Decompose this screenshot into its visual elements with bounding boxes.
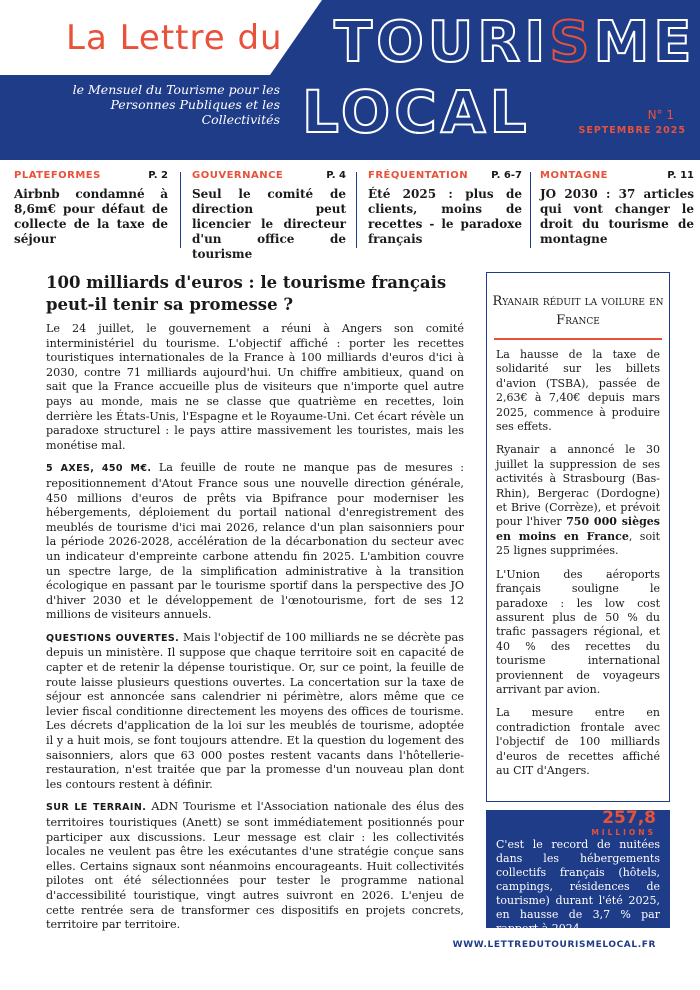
sidebar-body [496,348,660,787]
teaser-page: P. 4 [326,170,346,181]
paragraph-lead: 5 AXES, 450 M€. [46,463,152,475]
teaser-category: MONTAGNE [540,170,609,181]
article-title: 100 milliards d'euros : le tourisme français peut-il tenir sa promesse ? [46,273,447,314]
tagline: le Mensuel du Tourisme pour les Personnes Publiques et les Collectivités [72,82,280,127]
teaser-title: Airbnb condamné à 8,6m€ pour défaut de collecte de la taxe de séjour [14,187,168,246]
teaser-page: P. 6-7 [491,170,522,181]
sidebar-paragraph: La mesure entre en contradiction frontale avec l'objectif de 100 milliards d'euros de recettes affiché au CIT d'Angers. [496,706,660,777]
teaser-title: Seul le comité de direction peut licencier le directeur d'un office de tourisme [192,187,346,261]
article-paragraph: 5 AXES, 450 M€. La feuille de route ne manque pas de mesures : repositionnement d'Atout France sous une nouvelle direction générale, 450 millions d'euros de prêts via Bpifrance pour moderniser les hébergements, déploiement du portail national d'enregistrement des meublés de tourisme d'ici mai 2026, relance d'un plan saisonniers pour la période 2026-2028, accélération de la décarbonation du secteur avec un indicateur d'empreinte carbone attendu fin 2025. L'ambition couvre un spectre large, de la simplification administrative à la transition écologique en passant par le tourisme sportif dans la perspective des JO d'hiver 2030 et le développement de l'œnotourisme, fort de ses 12 millions de visiteurs annuels. [46,461,464,622]
teaser-category: FRÉQUENTATION [368,170,469,181]
teaser-category: PLATEFORMES [14,170,101,181]
brand-small-title: La Lettre du [66,18,283,58]
teaser-divider [530,172,531,248]
teaser-title: Été 2025 : plus de clients, moins de recettes - le paradoxe français [368,187,522,246]
sidebar-rule [494,338,662,340]
sidebar-paragraph: L'Union des aéroports français souligne le paradoxe : les low cost assurent plus de 50 % du trafic passagers régional, et 40 % des recettes du tourisme international proviennent de voyageurs arrivant par avion. [496,567,660,696]
sidebar-paragraph: Ryanair a annoncé le 30 juillet la suppression de ses activités à Strasbourg (Bas-Rhin), Bergerac (Dordogne) et Brive (Corrèze), et prévoit pour l'hiver 750 000 sièges en moins en France, soit 25 lignes supprimées. [496,443,661,558]
article-paragraph: SUR LE TERRAIN. ADN Tourisme et l'Association nationale des élus des territoires touristiques (Anett) se sont immédiatement positionnés pour participer aux discussions. Leur message est clair : les collectivités locales ne veulent pas être les exécutantes d'une stratégie conçue sans elles. Certains signaux sont néanmoins encourageants. Huit collectivités pilotes ont été sélectionnées pour tester le programme national d'accessibilité touristique, vingt autres suivront en 2026. L'enjeu de cette rentrée sera de transformer ces dispositifs en projets concrets, territoire par territoire. [46,800,465,932]
paragraph-lead: SUR LE TERRAIN. [46,802,147,814]
issue-number: N° 1 [647,108,674,122]
brand-big-title-line2: LOCAL [302,78,531,146]
masthead [0,0,700,160]
teaser-strip [14,170,694,261]
issue-date: SEPTEMBRE 2025 [578,125,686,136]
brand-big-title-line1: TOURISME [334,10,696,75]
article-paragraph: Le 24 juillet, le gouvernement a réuni à Angers son comité interministériel du tourisme. L'objectif affiché : porter les recettes touristiques internationales de la France à 100 milliards d'euros d'ici à 2030, contre 71 milliards aujourd'hui. Un chiffre ambitieux, quand on sait que la France accueille plus de visiteurs que n'importe quel autre pays au monde, mais ne se classe que quatrième en recettes, loin derrière les États-Unis, l'Espagne et le Royaume-Uni. Cet écart révèle un paradoxe structurel : le pays attire massivement les touristes, mais les monétise mal. [46,322,464,452]
teaser-divider [180,172,181,248]
teaser-divider [356,172,357,248]
sidebar-title: Ryanair réduit la voilure en France [492,294,664,328]
footer-website-link[interactable]: WWW.LETTREDUTOURISMELOCAL.FR [452,940,656,950]
stat-text: C'est le record de nuitées dans les hébergements collectifs français (hôtels, campings, résidences de tourisme) durant l'été 2025, en hausse de 3,7 % par rapport à 2024. [496,838,660,935]
teaser-frequentation[interactable] [368,170,522,247]
article-paragraph: QUESTIONS OUVERTES. Mais l'objectif de 100 milliards ne se décrète pas depuis un ministère. Il suppose que chaque territoire soit en capacité de capter et de retenir la dépense touristique. Or, sur ce point, la feuille de route laisse plusieurs questions ouvertes. La concertation sur la taxe de séjour est annoncée sans calendrier ni périmètre, alors même que ce levier fiscal conditionne directement les moyens des offices de tourisme. Les décrets d'application de la loi sur les meublés de tourisme, adoptée il y a huit mois, se font toujours attendre. Et la question du logement des saisonniers, alors que 63 000 postes restent vacants dans l'hôtellerie-restauration, n'est traitée que par la promesse d'un nouveau plan dont les contours restent à définir. [46,630,464,791]
teaser-page: P. 2 [148,170,168,181]
teaser-plateformes[interactable] [14,170,168,247]
teaser-gouvernance[interactable] [192,170,346,262]
teaser-title: JO 2030 : 37 articles qui vont changer le droit du tourisme de montagne [540,187,694,246]
paragraph-lead: QUESTIONS OUVERTES. [46,632,180,644]
teaser-category: GOUVERNANCE [192,170,284,181]
stat-value: 257,8 [602,808,656,828]
stat-unit: MILLIONS [591,828,656,837]
teaser-montagne[interactable] [540,170,694,247]
teaser-page: P. 11 [667,170,694,181]
sidebar-paragraph: La hausse de la taxe de solidarité sur les billets d'avion (TSBA), passée de 2,63€ à 7,40€ depuis mars 2025, commence à produire ses effets. [496,348,660,434]
article-body [46,322,464,941]
